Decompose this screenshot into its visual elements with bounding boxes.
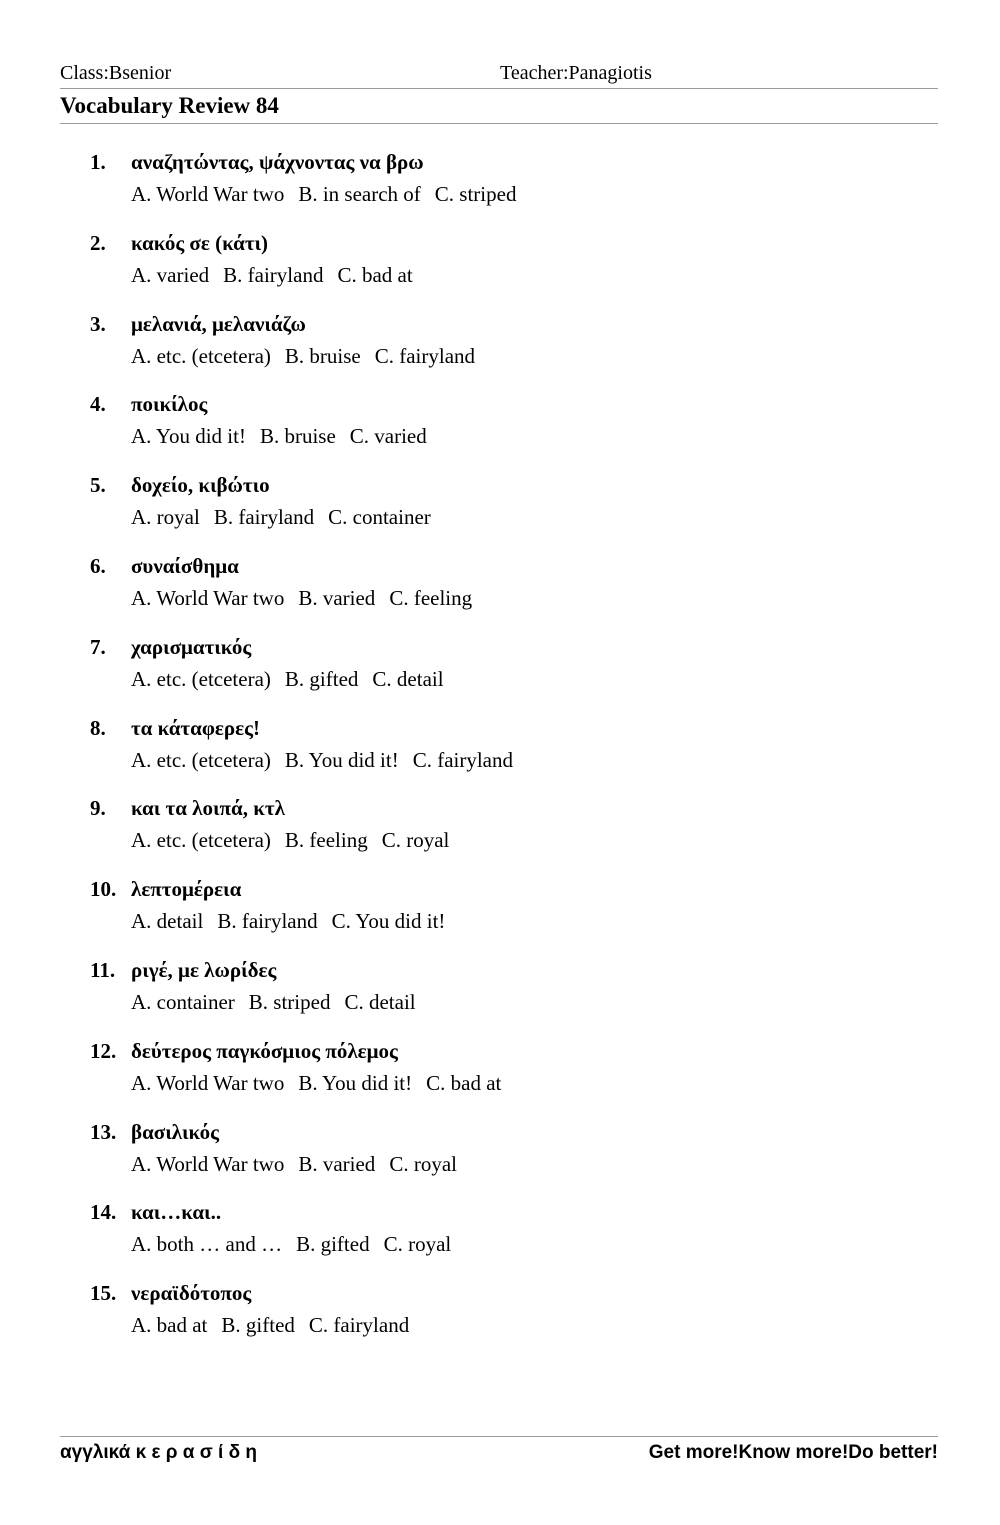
question-prompt: μελανιά, μελανιάζω (131, 311, 306, 336)
answer-option[interactable]: B. varied (298, 586, 376, 610)
answer-option[interactable]: B. varied (298, 1151, 376, 1176)
question-item (0, 1281, 1000, 1351)
answer-option[interactable]: A. World War two (131, 182, 285, 206)
answer-option[interactable]: B. fairyland (217, 909, 318, 934)
question-item (0, 796, 1000, 866)
answer-option[interactable]: C. container (328, 505, 431, 530)
page-title: Vocabulary Review 84 (60, 93, 938, 124)
answer-options (131, 1313, 423, 1338)
question-item (0, 554, 1000, 624)
answer-option[interactable]: A. bad at (131, 1313, 208, 1338)
answer-option[interactable]: C. fairyland (412, 747, 514, 772)
answer-option[interactable]: C. bad at (337, 262, 413, 287)
answer-options (131, 748, 527, 773)
question-prompt: δοχείο, κιβώτιο (131, 473, 270, 498)
question-item (0, 1120, 1000, 1190)
answer-options (131, 909, 459, 934)
answer-option[interactable]: A. World War two (131, 1070, 285, 1095)
answer-option[interactable]: B. in search of (298, 182, 421, 206)
answer-option[interactable]: C. bad at (426, 1070, 502, 1095)
question-item (0, 877, 1000, 947)
answer-options (131, 344, 489, 369)
question-item (0, 716, 1000, 786)
question-number: 6. (90, 554, 106, 578)
answer-options (131, 828, 463, 853)
question-number: 15. (90, 1281, 117, 1306)
answer-option[interactable]: A. World War two (131, 1151, 285, 1176)
question-number: 14. (90, 1200, 117, 1225)
question-number: 8. (90, 715, 106, 740)
question-prompt: χαρισματικός (131, 634, 252, 659)
question-prompt: νεραϊδότοπος (131, 1281, 252, 1306)
answer-options (131, 586, 486, 611)
question-prompt: ριγέ, με λωρίδες (131, 958, 277, 982)
answer-option[interactable]: C. fairyland (308, 1313, 410, 1338)
question-prompt: βασιλικός (131, 1119, 219, 1144)
answer-option[interactable]: C. royal (383, 1232, 452, 1257)
answer-option[interactable]: A. etc. (etcetera) (131, 343, 271, 368)
footer-brand: αγγλικά κ ε ρ α σ ί δ η (60, 1442, 257, 1463)
answer-option[interactable]: A. royal (131, 505, 200, 530)
answer-options (131, 424, 441, 449)
question-prompt: κακός σε (κάτι) (131, 230, 269, 255)
question-item (0, 958, 1000, 1028)
answer-option[interactable]: A. varied (131, 262, 210, 287)
answer-option[interactable]: C. feeling (389, 586, 473, 610)
question-prompt: λεπτομέρεια (131, 877, 242, 902)
question-item (0, 1200, 1000, 1270)
answer-option[interactable]: A. container (131, 990, 235, 1014)
answer-option[interactable]: B. You did it! (284, 747, 399, 772)
question-prompt: ποικίλος (131, 392, 208, 417)
question-item (0, 473, 1000, 543)
answer-option[interactable]: B. gifted (221, 1313, 295, 1338)
answer-option[interactable]: B. feeling (284, 828, 368, 853)
question-number: 4. (90, 392, 106, 417)
answer-options (131, 667, 458, 692)
answer-option[interactable]: B. gifted (296, 1232, 370, 1257)
question-item (0, 1039, 1000, 1109)
question-number: 5. (90, 473, 106, 498)
answer-option[interactable]: C. striped (434, 182, 517, 206)
question-number: 9. (90, 796, 106, 821)
answer-options (131, 182, 530, 207)
header-bar (60, 62, 938, 89)
question-prompt: και…και.. (131, 1200, 222, 1225)
teacher-label: Teacher:Panagiotis (500, 62, 652, 84)
question-item (0, 392, 1000, 462)
answer-option[interactable]: C. fairyland (374, 343, 476, 368)
answer-option[interactable]: C. You did it! (331, 909, 446, 934)
question-prompt: δεύτερος παγκόσμιος πόλεμος (131, 1038, 398, 1063)
question-number: 7. (90, 634, 106, 659)
answer-option[interactable]: A. You did it! (131, 424, 246, 449)
answer-option[interactable]: A. etc. (etcetera) (131, 828, 271, 853)
answer-option[interactable]: B. gifted (284, 666, 359, 691)
answer-options (131, 990, 430, 1015)
answer-option[interactable]: B. bruise (284, 343, 361, 368)
question-number: 11. (90, 958, 116, 982)
answer-option[interactable]: A. etc. (etcetera) (131, 747, 271, 772)
answer-option[interactable]: C. detail (344, 990, 416, 1014)
answer-option[interactable]: B. fairyland (213, 505, 315, 530)
class-label: Class:Bsenior (60, 62, 172, 84)
question-number: 3. (90, 311, 106, 336)
answer-option[interactable]: B. You did it! (298, 1070, 413, 1095)
question-number: 10. (90, 877, 117, 902)
answer-option[interactable]: A. World War two (131, 586, 285, 610)
question-number: 13. (90, 1119, 117, 1144)
question-item (0, 635, 1000, 705)
question-prompt: τα κάταφερες! (131, 715, 260, 740)
footer-divider (60, 1436, 938, 1437)
answer-options (131, 263, 427, 288)
question-prompt: αναζητώντας, ψάχνοντας να βρω (131, 150, 424, 174)
question-number: 12. (90, 1038, 117, 1063)
answer-options (131, 1232, 465, 1257)
question-item (0, 150, 1000, 220)
answer-option[interactable]: A. detail (131, 909, 204, 934)
answer-option[interactable]: A. etc. (etcetera) (131, 666, 271, 691)
question-number: 1. (90, 150, 106, 174)
answer-options (131, 1071, 515, 1096)
answer-option[interactable]: B. striped (248, 990, 331, 1014)
answer-option[interactable]: B. fairyland (223, 262, 324, 287)
footer-slogan: Get more!Know more!Do better! (648, 1442, 938, 1463)
question-prompt: συναίσθημα (131, 554, 239, 578)
question-item (0, 231, 1000, 301)
answer-option[interactable]: A. both … and … (131, 1232, 283, 1257)
answer-option[interactable]: C. royal (389, 1151, 457, 1176)
answer-options (131, 505, 445, 530)
question-number: 2. (90, 230, 106, 255)
answer-option[interactable]: B. bruise (259, 424, 336, 449)
answer-option[interactable]: C. detail (372, 666, 444, 691)
answer-option[interactable]: C. royal (381, 828, 450, 853)
question-item (0, 312, 1000, 382)
answer-options (131, 1152, 471, 1177)
answer-option[interactable]: C. varied (349, 424, 427, 449)
question-prompt: και τα λοιπά, κτλ (131, 796, 285, 821)
